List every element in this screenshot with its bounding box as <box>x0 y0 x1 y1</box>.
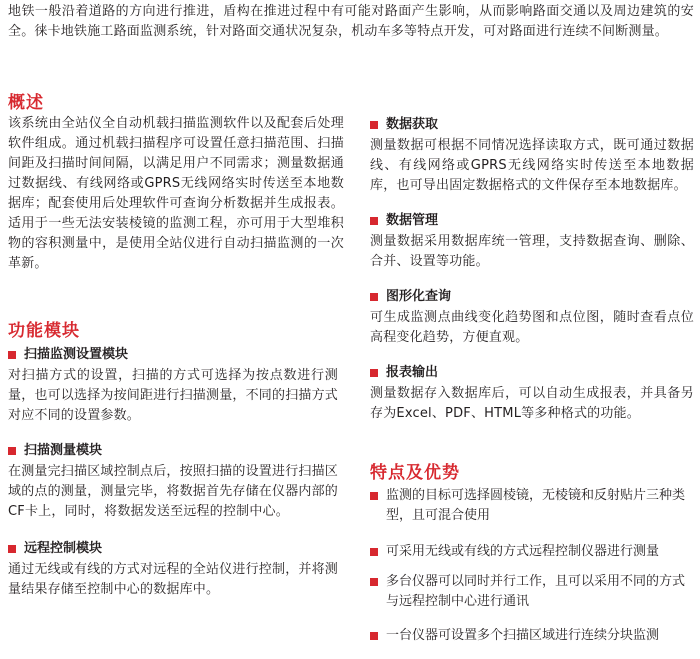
intro-paragraph: 地铁一般沿着道路的方向进行推进，盾构在推进过程中有可能对路面产生影响，从而影响路面交通以及周边建筑的安全。徕卡地铁施工路面监测系统，针对路面交通状况复杂，机动车多等特点开发，可对路面进行连续不间断测量。 <box>8 4 694 39</box>
bullet-square-icon <box>8 545 16 553</box>
module-title-label: 远程控制模块 <box>24 541 103 556</box>
item-text-data-management: 测量数据采用数据库统一管理，支持数据查询、删除、合并、设置等功能。 <box>370 234 694 269</box>
module-title-scan-setup <box>8 346 128 364</box>
feature-text: 一台仪器可设置多个扫描区域进行连续分块监测 <box>386 628 660 643</box>
item-title-label: 数据管理 <box>386 213 439 228</box>
bullet-square-icon <box>370 492 378 500</box>
module-text-scan-setup: 对扫描方式的设置，扫描的方式可选择为按点数进行测量，也可以选择为按间距进行扫描测量，不同的扫描方式对应不同的设置参数。 <box>8 368 339 423</box>
feature-text: 可采用无线或有线的方式远程控制仪器进行测量 <box>386 544 660 559</box>
bullet-square-icon <box>370 548 378 556</box>
bullet-square-icon <box>370 632 378 640</box>
bullet-square-icon <box>370 121 378 129</box>
feature-item <box>370 486 694 526</box>
modules-heading: 功能模块 <box>8 321 80 341</box>
features-heading: 特点及优势 <box>370 463 460 483</box>
item-title-report-output <box>370 364 438 382</box>
feature-text: 多台仪器可以同时并行工作，且可以采用不同的方式与远程控制中心进行通讯 <box>386 574 686 609</box>
item-title-data-management <box>370 212 438 230</box>
item-text-data-acquisition: 测量数据可根据不同情况选择读取方式，既可通过数据线、有线网络或GPRS无线网络实时传送至本地数据库，也可导出固定数据格式的文件保存至本地数据库。 <box>370 138 694 193</box>
bullet-square-icon <box>370 217 378 225</box>
bullet-square-icon <box>370 369 378 377</box>
module-title-label: 扫描测量模块 <box>24 443 103 458</box>
feature-item <box>370 542 694 562</box>
bullet-square-icon <box>370 578 378 586</box>
overview-heading: 概述 <box>8 93 44 113</box>
bullet-square-icon <box>8 447 16 455</box>
feature-item <box>370 626 694 646</box>
item-text-graphic-query: 可生成监测点曲线变化趋势图和点位图，随时查看点位高程变化趋势，方便直观。 <box>370 310 694 345</box>
item-title-label: 数据获取 <box>386 117 439 132</box>
module-text-remote-control: 通过无线或有线的方式对远程的全站仪进行控制，并将测量结果存储至控制中心的数据库中。 <box>8 562 339 597</box>
module-title-label: 扫描监测设置模块 <box>24 347 129 362</box>
item-title-graphic-query <box>370 288 451 306</box>
module-text-scan-measure: 在测量完扫描区域控制点后，按照扫描的设置进行扫描区域的点的测量，测量完毕，将数据首先存储在仪器内部的CF卡上，同时，将数据发送至远程的控制中心。 <box>8 464 339 519</box>
item-text-report-output: 测量数据存入数据库后，可以自动生成报表，并具备另存为Excel、PDF、HTML等多种格式的功能。 <box>370 386 694 421</box>
module-title-scan-measure <box>8 442 102 460</box>
feature-item <box>370 572 694 612</box>
module-title-remote-control <box>8 540 102 558</box>
item-title-label: 图形化查询 <box>386 289 452 304</box>
bullet-square-icon <box>8 351 16 359</box>
item-title-label: 报表输出 <box>386 365 439 380</box>
item-title-data-acquisition <box>370 116 438 134</box>
overview-text: 该系统由全站仪全自动机载扫描监测软件以及配套后处理软件组成。通过机载扫描程序可设置任意扫描范围、扫描间距及扫描时间间隔，以满足用户不同需求；测量数据通过数据线、有线网络或GPRS无线网络实时传送至本地数据库；配套使用后处理软件可查询分析数据并生成报表。适用于一些无法安装棱镜的监测工程，亦可用于大型堆积物的容积测量中，是使用全站仪进行自动扫描监测的一次革新。 <box>8 116 344 271</box>
bullet-square-icon <box>370 293 378 301</box>
feature-text: 监测的目标可选择圆棱镜，无棱镜和反射贴片三种类型，且可混合使用 <box>386 488 686 523</box>
